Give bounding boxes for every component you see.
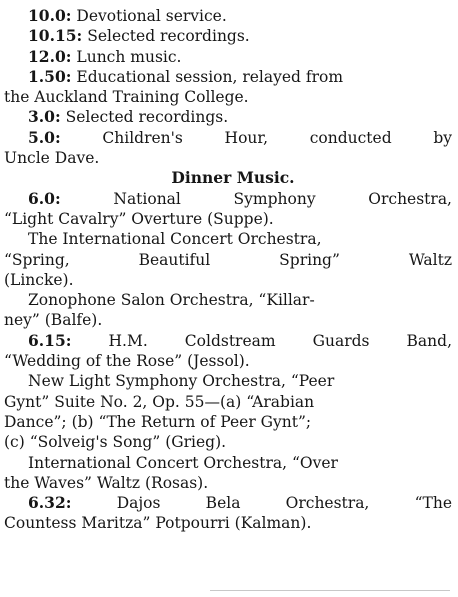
- entry-continuation: Uncle Dave.: [4, 149, 100, 168]
- entry-continuation: the Auckland Training College.: [4, 88, 249, 107]
- programme-entry: [4, 493, 452, 513]
- column-divider-rule: [210, 590, 450, 591]
- entry-time: 3.0:: [28, 107, 61, 127]
- entry-text: Children's Hour, conducted by: [102, 128, 452, 147]
- programme-entry: [4, 331, 452, 351]
- entry-text: Lunch music.: [76, 47, 182, 66]
- entry-time: 12.0:: [28, 46, 72, 66]
- entry-time: 10.0:: [28, 6, 72, 25]
- entry-time: 10.15:: [28, 26, 83, 46]
- programme-entry: Zonophone Salon Orchestra, “Killar-: [28, 291, 315, 310]
- entry-time: 6.15:: [28, 330, 72, 350]
- programme-entry: [4, 47, 452, 67]
- entry-time: 6.0:: [28, 188, 61, 208]
- entry-continuation: Gynt” Suite No. 2, Op. 55—(a) “Arabian: [4, 392, 315, 411]
- entry-time: 5.0:: [28, 127, 61, 147]
- entry-text: Dajos Bela Orchestra, “The: [116, 494, 452, 513]
- programme-entry: [4, 67, 452, 87]
- entry-continuation: ney” (Balfe).: [4, 311, 103, 330]
- entry-continuation: “Wedding of the Rose” (Jessol).: [4, 352, 250, 371]
- entry-text: Selected recordings.: [87, 27, 250, 46]
- programme-entry: New Light Symphony Orchestra, “Peer: [28, 372, 335, 391]
- programme-entry: [4, 107, 452, 127]
- entry-text: H.M. Coldstream Guards Band,: [108, 331, 452, 350]
- entry-text: Selected recordings.: [65, 108, 229, 127]
- radio-programme-column: [4, 6, 452, 534]
- programme-entry: [4, 6, 452, 26]
- entry-continuation: (c) “Solveig's Song” (Grieg).: [4, 433, 227, 452]
- entry-time: 6.32:: [28, 493, 72, 513]
- entry-text: National Symphony Orchestra,: [113, 189, 452, 208]
- entry-continuation: (Lincke).: [4, 270, 74, 289]
- programme-entry: [4, 26, 452, 46]
- entry-time: 1.50:: [28, 66, 72, 86]
- programme-entry: [4, 128, 452, 148]
- programme-entry: The International Concert Orchestra,: [28, 230, 322, 249]
- programme-entry: International Concert Orchestra, “Over: [28, 453, 338, 472]
- entry-continuation: “Light Cavalry” Overture (Suppe).: [4, 209, 274, 228]
- entry-continuation: Countess Maritza” Potpourri (Kalman).: [4, 514, 312, 533]
- entry-text: Devotional service.: [76, 7, 227, 25]
- entry-continuation: “Spring, Beautiful Spring” Waltz: [4, 250, 452, 269]
- programme-entry: [4, 189, 452, 209]
- entry-text: Educational session, relayed from: [76, 67, 344, 86]
- section-heading-dinner-music: Dinner Music.: [171, 168, 295, 188]
- entry-continuation: the Waves” Waltz (Rosas).: [4, 473, 209, 492]
- entry-continuation: Dance”; (b) “The Return of Peer Gynt”;: [4, 412, 312, 431]
